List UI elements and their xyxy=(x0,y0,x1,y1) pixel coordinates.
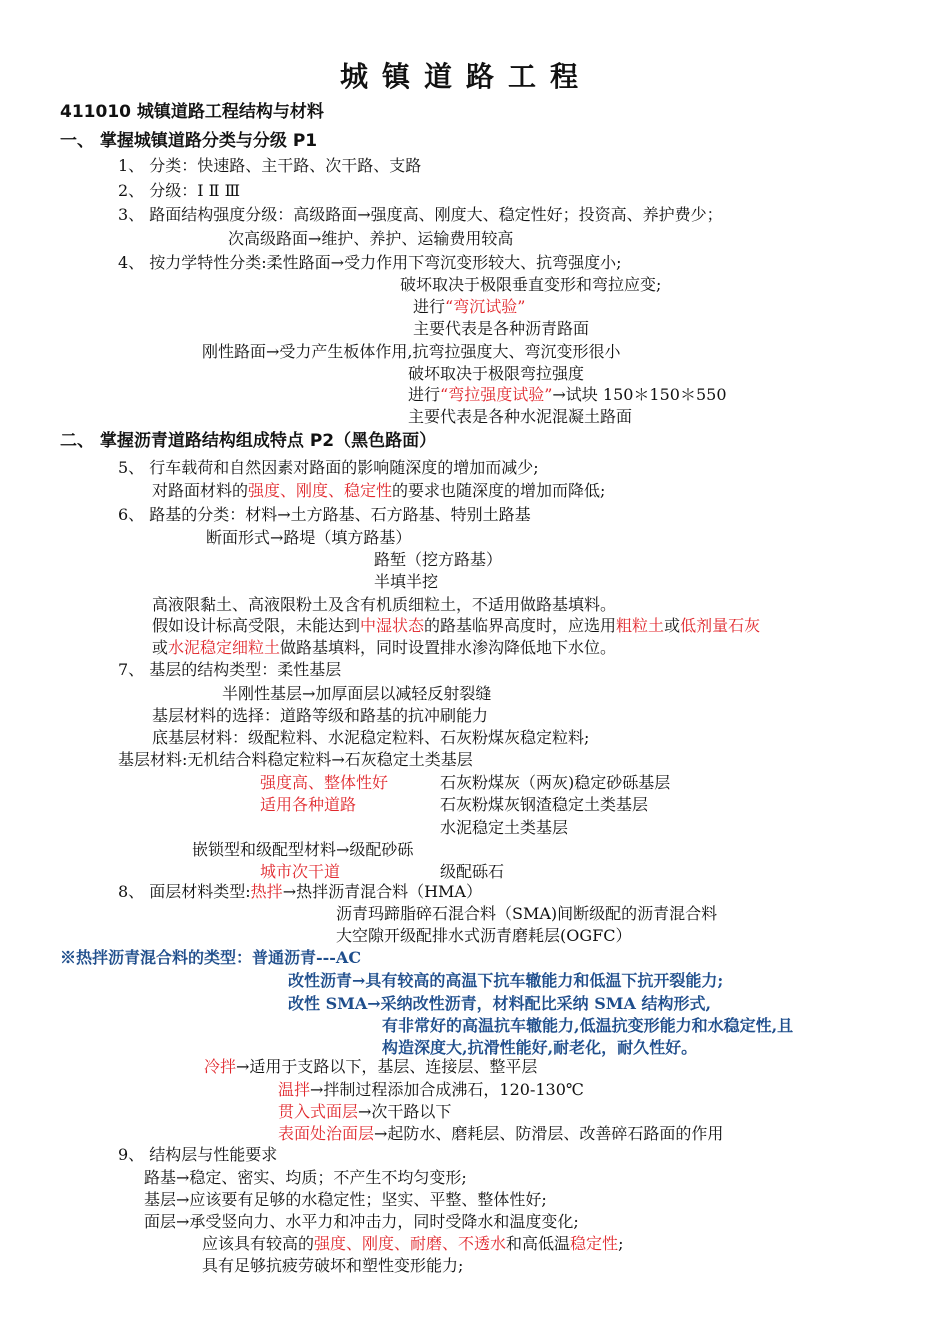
item-8-line: 沥青玛蹄脂碎石混合料（SMA)间断级配的沥青混合料 xyxy=(336,904,718,923)
item-8-line: 贯入式面层→次干路以下 xyxy=(278,1102,452,1121)
item-7-line: 底基层材料：级配粒料、水泥稳定粒料、石灰粉煤灰稳定粒料; xyxy=(152,728,590,747)
note-line: 改性沥青→具有较高的高温下抗车辙能力和低温下抗开裂能力; xyxy=(288,971,724,990)
item-4-test-line: 进行“弯拉强度试验”→试块 150＊150＊550 xyxy=(408,385,727,404)
item-7-line: 水泥稳定土类基层 xyxy=(440,818,569,837)
item-6-line: 断面形式→路堤（填方路基） xyxy=(206,528,412,547)
item-2: 2、 分级：Ⅰ Ⅱ Ⅲ xyxy=(118,181,241,200)
note-line: 构造深度大,抗滑性能好,耐老化，耐久性好。 xyxy=(382,1038,698,1057)
note-line: 有非常好的高温抗车辙能力,低温抗变形能力和水稳定性,且 xyxy=(382,1016,794,1035)
item-7: 7、 基层的结构类型：柔性基层 xyxy=(118,660,342,679)
item-7-line: 级配砾石 xyxy=(440,862,505,881)
item-8-line: 冷拌→适用于支路以下，基层、连接层、整平层 xyxy=(204,1057,538,1076)
item-7-line: 半刚性基层→加厚面层以减轻反射裂缝 xyxy=(222,684,492,703)
item-1: 1、 分类：快速路、主干路、次干路、支路 xyxy=(118,156,422,175)
item-6-line: 路堑（挖方路基） xyxy=(374,550,503,569)
item-3-cont: 次高级路面→维护、养护、运输费用较高 xyxy=(228,229,514,248)
item-4: 4、 按力学特性分类:柔性路面→受力作用下弯沉变形较大、抗弯强度小; xyxy=(118,253,622,272)
item-7-line: 石灰粉煤灰钢渣稳定土类基层 xyxy=(440,795,649,814)
item-7-line: 基层材料:无机结合料稳定粒料→石灰稳定土类基层 xyxy=(118,750,473,769)
item-4-line: 破坏取决于极限弯拉强度 xyxy=(408,364,585,383)
document-title: 城镇道路工程 xyxy=(340,60,593,93)
item-7-line: 适用各种道路 xyxy=(260,795,357,814)
item-9: 9、 结构层与性能要求 xyxy=(118,1145,278,1164)
item-6-line: 高液限黏土、高液限粉土及含有机质细粒土，不适用做路基填料。 xyxy=(152,595,617,614)
section-heading-2: 二、 掌握沥青道路结构组成特点 P2（黑色路面） xyxy=(60,431,437,451)
item-9-line: 应该具有较高的强度、刚度、耐磨、不透水和高低温稳定性; xyxy=(202,1234,624,1253)
item-4-line: 主要代表是各种水泥混凝土路面 xyxy=(408,407,633,426)
item-9-line: 面层→承受竖向力、水平力和冲击力，同时受降水和温度变化; xyxy=(144,1212,579,1231)
item-5-cont: 对路面材料的强度、刚度、稳定性的要求也随深度的增加而降低; xyxy=(152,481,606,500)
section-heading-1: 一、 掌握城镇道路分类与分级 P1 xyxy=(60,131,318,151)
section-code-heading: 411010 城镇道路工程结构与材料 xyxy=(60,102,324,122)
note-heading: ※热拌沥青混合料的类型：普通沥青---AC xyxy=(60,948,362,967)
item-4-line: 主要代表是各种沥青路面 xyxy=(413,319,590,338)
item-7-line: 城市次干道 xyxy=(260,862,341,881)
note-line: 改性 SMA→采纳改性沥青，材料配比采纳 SMA 结构形式, xyxy=(288,994,712,1013)
item-8-line: 温拌→拌制过程添加合成沸石，120-130℃ xyxy=(278,1080,584,1099)
item-4-line: 破坏取决于极限垂直变形和弯拉应变; xyxy=(400,275,662,294)
item-5: 5、 行车载荷和自然因素对路面的影响随深度的增加而减少; xyxy=(118,458,539,477)
item-7-line: 强度高、整体性好 xyxy=(260,773,389,792)
item-3: 3、 路面结构强度分级：高级路面→强度高、刚度大、稳定性好；投资高、养护费少； xyxy=(118,205,723,224)
item-7-line: 嵌锁型和级配型材料→级配砂砾 xyxy=(192,840,414,859)
item-9-line: 基层→应该要有足够的水稳定性；坚实、平整、整体性好; xyxy=(144,1190,547,1209)
item-8: 8、 面层材料类型:热拌→热拌沥青混合料（HMA） xyxy=(118,882,482,901)
item-8-line: 大空隙开级配排水式沥青磨耗层(OGFC） xyxy=(336,926,632,945)
item-7-line: 基层材料的选择：道路等级和路基的抗冲刷能力 xyxy=(152,706,489,725)
item-4-rigid: 刚性路面→受力产生板体作用,抗弯拉强度大、弯沉变形很小 xyxy=(202,342,621,361)
item-6-line: 半填半挖 xyxy=(374,572,439,591)
item-8-line: 表面处治面层→起防水、磨耗层、防滑层、改善碎石路面的作用 xyxy=(278,1124,724,1143)
item-6: 6、 路基的分类：材料→土方路基、石方路基、特别土路基 xyxy=(118,505,531,524)
item-9-line: 路基→稳定、密实、均质；不产生不均匀变形; xyxy=(144,1168,467,1187)
item-6-line: 假如设计标高受限，未能达到中湿状态的路基临界高度时，应选用粗粒土或低剂量石灰 xyxy=(152,616,761,635)
item-4-test-line: 进行“弯沉试验” xyxy=(413,297,526,316)
item-6-line: 或水泥稳定细粒土做路基填料，同时设置排水渗沟降低地下水位。 xyxy=(152,638,617,657)
item-7-line: 石灰粉煤灰（两灰)稳定砂砾基层 xyxy=(440,773,671,792)
item-9-line: 具有足够抗疲劳破坏和塑性变形能力; xyxy=(202,1256,464,1275)
